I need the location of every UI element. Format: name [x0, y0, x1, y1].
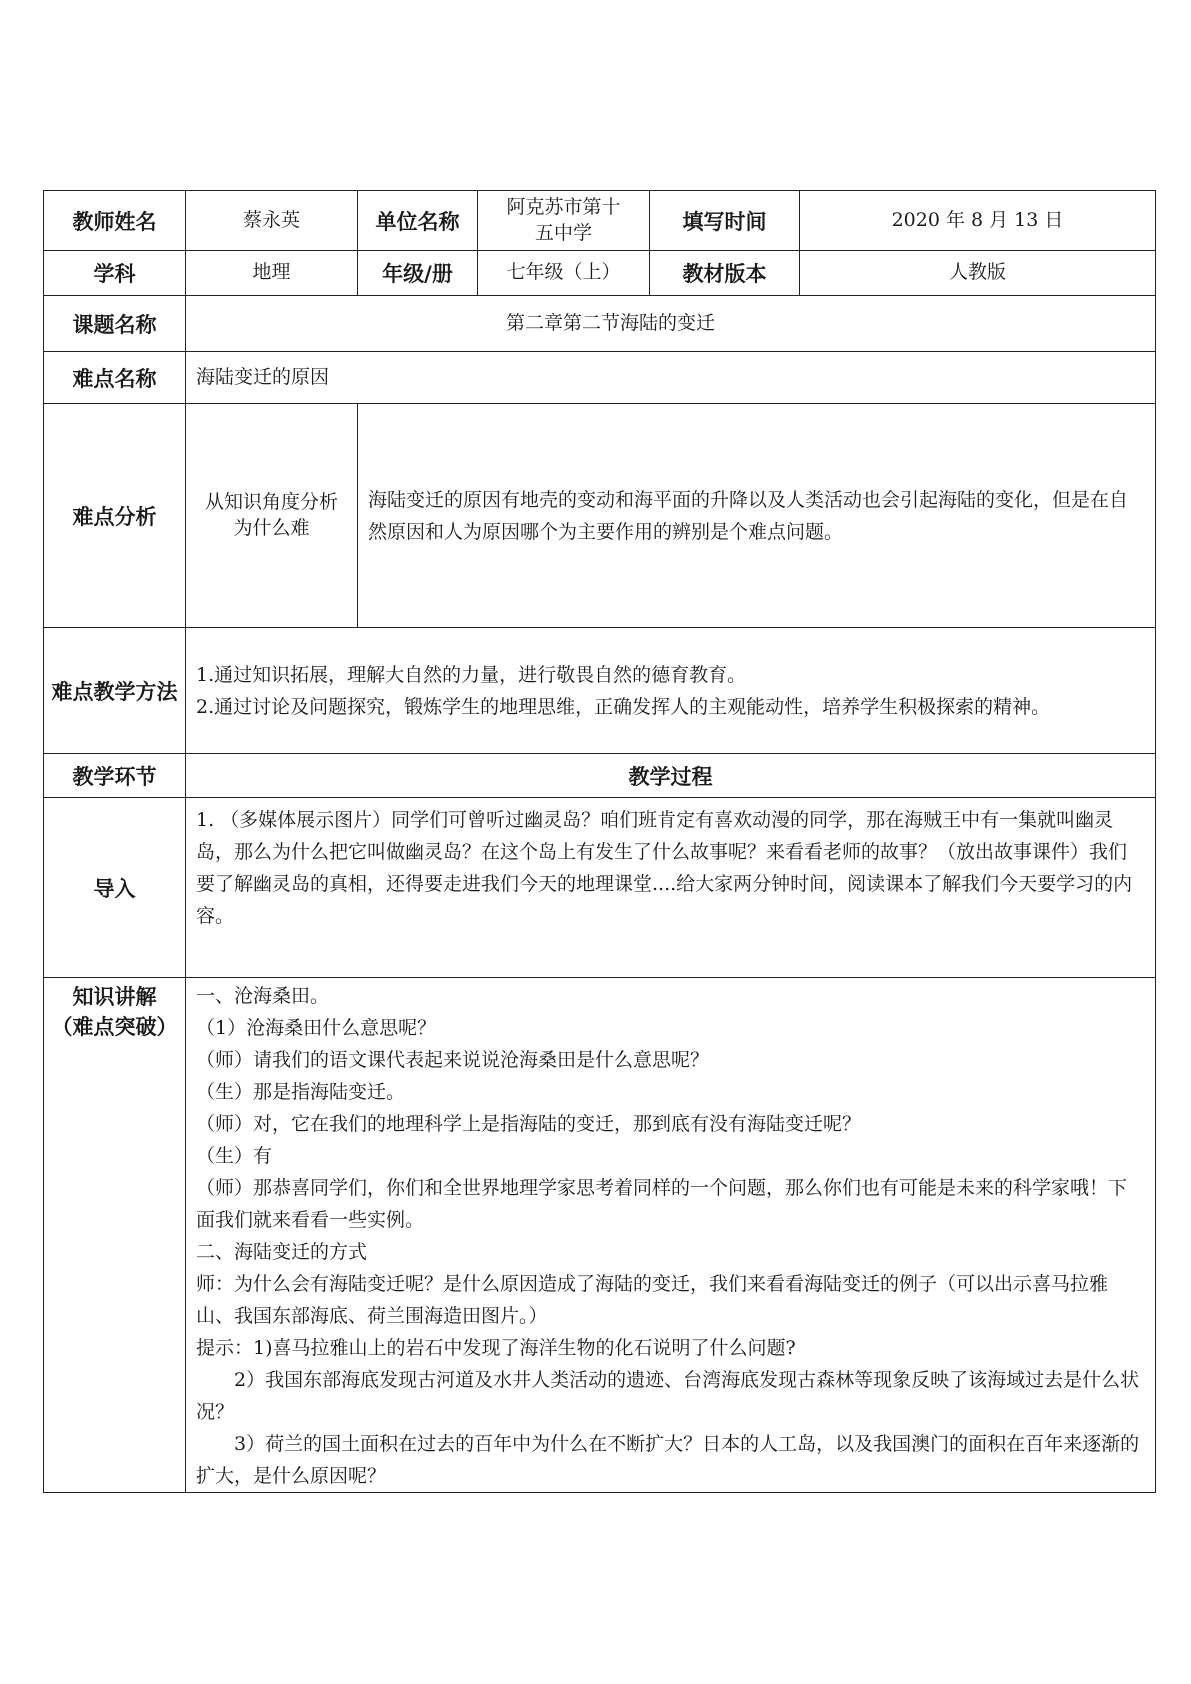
knowledge-label-line1: 知识讲解 [72, 985, 157, 1009]
knowledge-line-indented: 2）我国东部海底发现古河道及水井人类活动的遗迹、台湾海底发现古森林等现象反映了该海域过去是什么状况？ [196, 1369, 1140, 1423]
knowledge-line-indented: 3）荷兰的国土面积在过去的百年中为什么在不断扩大？日本的人工岛，以及我国澳门的面积在百年来逐渐的扩大，是什么原因呢？ [196, 1433, 1140, 1487]
teacher-name-label: 教师姓名 [44, 191, 186, 251]
intro-label: 导入 [44, 798, 186, 978]
edition-value: 人教版 [800, 251, 1156, 296]
methods-text [186, 628, 1156, 754]
topic-label: 课题名称 [44, 296, 186, 352]
knowledge-line: （师）对，它在我们的地理科学上是指海陆的变迁，那到底有没有海陆变迁呢？ [196, 1113, 862, 1135]
edition-label: 教材版本 [650, 251, 800, 296]
knowledge-label [44, 978, 186, 1493]
process-label: 教学过程 [186, 754, 1156, 798]
grade-value: 七年级（上） [478, 251, 650, 296]
knowledge-line: （1）沧海桑田什么意思呢？ [196, 1017, 437, 1039]
knowledge-label-line2: （难点突破） [51, 1015, 178, 1039]
topic-value: 第二章第二节海陆的变迁 [186, 296, 1156, 352]
knowledge-line: 提示：1)喜马拉雅山上的岩石中发现了海洋生物的化石说明了什么问题? [196, 1337, 796, 1359]
knowledge-line: （生）有 [196, 1145, 273, 1167]
analysis-sub-label: 从知识角度分析为什么难 [186, 404, 358, 628]
difficulty-value: 海陆变迁的原因 [186, 352, 1156, 404]
analysis-label: 难点分析 [44, 404, 186, 628]
unit-name-label: 单位名称 [358, 191, 478, 251]
unit-name-value: 阿克苏市第十五中学 [478, 191, 650, 251]
intro-row [44, 798, 1156, 978]
analysis-text: 海陆变迁的原因有地壳的变动和海平面的升降以及人类活动也会引起海陆的变化，但是在自然原因和人为原因哪个为主要作用的辨别是个难点问题。 [358, 404, 1156, 628]
topic-row [44, 296, 1156, 352]
difficulty-label: 难点名称 [44, 352, 186, 404]
subject-value: 地理 [186, 251, 358, 296]
lesson-plan-table [43, 190, 1156, 1493]
intro-text: 1. （多媒体展示图片）同学们可曾听过幽灵岛？咱们班肯定有喜欢动漫的同学，那在海贼王中有一集就叫幽灵岛，那么为什么把它叫做幽灵岛？在这个岛上有发生了什么故事呢？来看看老师的故事？（放出故事课件）我们要了解幽灵岛的真相，还得要走进我们今天的地理课堂....给大家两分钟时间，阅读课本了解我们今天要学习的内容。 [186, 798, 1156, 978]
header-row-2 [44, 251, 1156, 296]
grade-label: 年级/册 [358, 251, 478, 296]
knowledge-line: （生）那是指海陆变迁。 [196, 1081, 406, 1103]
knowledge-line: （师）请我们的语文课代表起来说说沧海桑田是什么意思呢？ [196, 1049, 710, 1071]
knowledge-line: （师）那恭喜同学们，你们和全世界地理学家思考着同样的一个问题，那么你们也有可能是未来的科学家哦！下面我们就来看看一些实例。 [196, 1177, 1128, 1231]
knowledge-line: 师：为什么会有海陆变迁呢？是什么原因造成了海陆的变迁，我们来看看海陆变迁的例子（可以出示喜马拉雅山、我国东部海底、荷兰围海造田图片。） [196, 1273, 1109, 1327]
knowledge-line: 二、海陆变迁的方式 [196, 1241, 368, 1263]
knowledge-line: 一、沧海桑田。 [196, 985, 330, 1007]
methods-label: 难点教学方法 [44, 628, 186, 754]
method-item-2: 2.通过讨论及问题探究，锻炼学生的地理思维，正确发挥人的主观能动性，培养学生积极探索的精神。 [196, 695, 1051, 718]
process-header-row [44, 754, 1156, 798]
methods-row [44, 628, 1156, 754]
teacher-name-value: 蔡永英 [186, 191, 358, 251]
fill-date-value: 2020 年 8 月 13 日 [800, 191, 1156, 251]
difficulty-row [44, 352, 1156, 404]
header-row-1 [44, 191, 1156, 251]
subject-label: 学科 [44, 251, 186, 296]
analysis-row [44, 404, 1156, 628]
knowledge-row [44, 978, 1156, 1493]
stage-label: 教学环节 [44, 754, 186, 798]
fill-date-label: 填写时间 [650, 191, 800, 251]
method-item-1: 1.通过知识拓展，理解大自然的力量，进行敬畏自然的德育教育。 [196, 663, 747, 686]
knowledge-text [186, 978, 1156, 1493]
